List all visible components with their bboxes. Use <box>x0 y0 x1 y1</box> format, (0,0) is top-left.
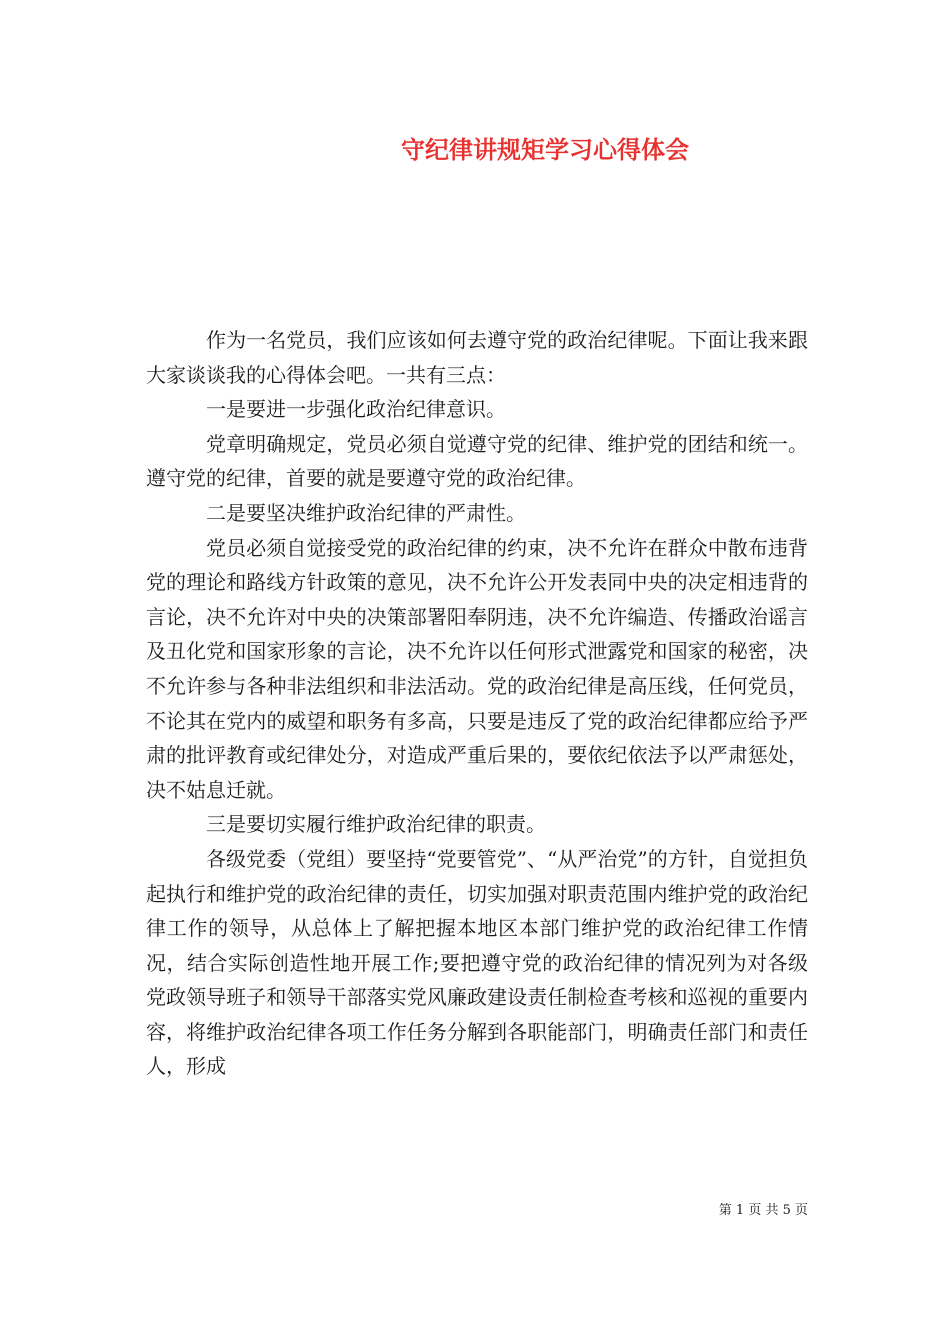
paragraph-point-three-heading: 三是要切实履行维护政治纪律的职责。 <box>206 812 546 837</box>
paragraph-point-two-body: 党员必须自觉接受党的政治纪律的约束，决不允许在群众中散布违背党的理论和路线方针政策的意见，决不允许公开发表同中央的决定相违背的言论，决不允许对中央的决策部署阳奉阴违，决不允许编造、传播政治谣言及丑化党和国家形象的言论，决不允许以任何形式泄露党和国家的秘密，决不允许参与各种非法组织和非法活动。党的政治纪律是高压线，任何党员，不论其在党内的威望和职务有多高，只要是违反了党的政治纪律都应给予严肃的批评教育或纪律处分，对造成严重后果的，要依纪依法予以严肃惩处，决不姑息迁就。 <box>146 535 808 802</box>
paragraph-point-one-heading: 一是要进一步强化政治纪律意识。 <box>206 397 506 422</box>
document-body <box>146 323 808 1084</box>
paragraph-point-two-heading: 二是要坚决维护政治纪律的严肃性。 <box>206 500 526 525</box>
page-number-footer: 第 1 页 共 5 页 <box>718 1203 808 1218</box>
paragraph-point-one-body: 党章明确规定，党员必须自觉遵守党的纪律、维护党的团结和统一。遵守党的纪律，首要的就是要遵守党的政治纪律。 <box>146 431 808 491</box>
document-title: 守纪律讲规矩学习心得体会 <box>401 135 689 164</box>
paragraph-intro: 作为一名党员，我们应该如何去遵守党的政治纪律呢。下面让我来跟大家谈谈我的心得体会吧。一共有三点： <box>146 328 808 387</box>
paragraph-point-three-body: 各级党委（党组）要坚持“党要管党”、“从严治党”的方针，自觉担负起执行和维护党的政治纪律的责任，切实加强对职责范围内维护党的政治纪律工作的领导，从总体上了解把握本地区本部门维护党的政治纪律工作情况，结合实际创造性地开展工作;要把遵守党的政治纪律的情况列为对各级党政领导班子和领导干部落实党风廉政建设责任制检查考核和巡视的重要内容，将维护政治纪律各项工作任务分解到各职能部门，明确责任部门和责任人，形成 <box>146 846 808 1079</box>
